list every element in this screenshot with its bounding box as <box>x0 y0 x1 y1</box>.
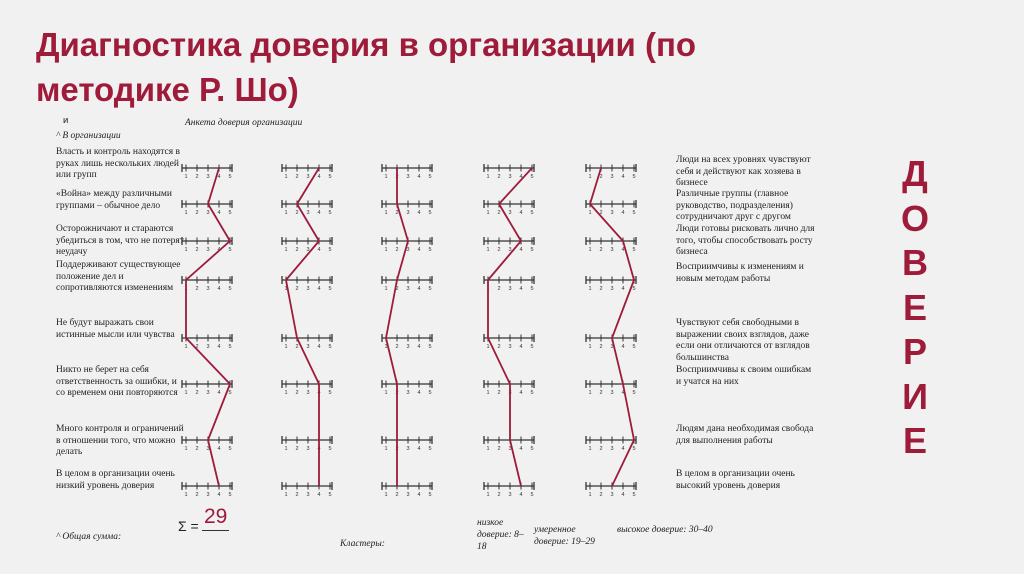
scale-tick-label: 1 <box>284 247 288 253</box>
scale-tick-label: 2 <box>195 492 199 498</box>
scale-tick-label: 3 <box>306 247 310 253</box>
scale-tick-label: 4 <box>217 390 221 396</box>
scale-tick-label: 1 <box>486 247 490 253</box>
scale-tick-label: 2 <box>599 286 603 292</box>
scale-tick-label: 2 <box>295 247 299 253</box>
scale-tick-label: 2 <box>195 174 199 180</box>
scale-tick-label: 4 <box>519 174 523 180</box>
scale-tick-label: 1 <box>184 390 188 396</box>
scale-tick-label: 2 <box>497 247 501 253</box>
scale-tick-label: 2 <box>195 344 199 350</box>
scale-tick-label: 4 <box>217 492 221 498</box>
scale-tick-label: 4 <box>519 210 523 216</box>
scale-tick-label: 4 <box>519 247 523 253</box>
scale-tick-label: 3 <box>306 492 310 498</box>
side-letter: Р <box>902 331 927 372</box>
scale-tick-label: 1 <box>486 492 490 498</box>
scale-tick-label: 1 <box>588 247 592 253</box>
scale-tick-label: 3 <box>508 286 512 292</box>
scale-tick-label: 2 <box>395 286 399 292</box>
scale-tick-label: 5 <box>228 286 232 292</box>
scale-tick-label: 5 <box>428 344 432 350</box>
scale-tick-label: 5 <box>428 174 432 180</box>
scale-tick-label: 4 <box>317 210 321 216</box>
scale-tick-label: 5 <box>530 344 534 350</box>
scale-tick-label: 5 <box>328 492 332 498</box>
scale-tick-label: 3 <box>508 446 512 452</box>
moderate-trust-cluster: умеренное доверие: 19–29 <box>534 525 595 547</box>
scale-tick-label: 3 <box>610 210 614 216</box>
scale-tick-label: 2 <box>395 247 399 253</box>
scale-tick-label: 3 <box>406 344 410 350</box>
scale-tick-label: 5 <box>530 286 534 292</box>
side-letter: Е <box>902 420 927 461</box>
left-statement: Власть и контроль находятся в руках лишь нескольких людей или групп <box>56 147 180 181</box>
scale-tick-label: 4 <box>621 247 625 253</box>
scale-tick-label: 5 <box>530 446 534 452</box>
clusters-label: Кластеры: <box>340 539 385 549</box>
scale-tick-label: 4 <box>417 446 421 452</box>
scale-tick-label: 5 <box>428 446 432 452</box>
scale-tick-label: 3 <box>206 174 210 180</box>
scale-tick-label: 1 <box>284 492 288 498</box>
scale-tick-label: 1 <box>588 390 592 396</box>
scale-tick-label: 3 <box>406 210 410 216</box>
scale-tick-label: 4 <box>317 446 321 452</box>
scale-tick-label: 4 <box>519 492 523 498</box>
scale-tick-label: 1 <box>384 247 388 253</box>
scale-tick-label: 4 <box>417 390 421 396</box>
scale-tick-label: 2 <box>295 492 299 498</box>
scale-tick-label: 5 <box>530 174 534 180</box>
scale-tick-label: 2 <box>497 174 501 180</box>
scale-tick-label: 3 <box>306 344 310 350</box>
scale-tick-label: 4 <box>621 286 625 292</box>
scale-tick-label: 1 <box>384 344 388 350</box>
questionnaire-title: Анкета доверия организации <box>185 118 303 128</box>
scale-tick-label: 5 <box>530 247 534 253</box>
scale-tick-label: 3 <box>206 344 210 350</box>
scale-tick-label: 5 <box>632 247 636 253</box>
scale-tick-label: 5 <box>328 344 332 350</box>
right-statement: Восприимчивы к изменениям и новым методам работы <box>676 262 804 284</box>
sum-sign: Σ = <box>178 518 199 534</box>
scale-tick-label: 2 <box>497 492 501 498</box>
scale-tick-label: 3 <box>406 492 410 498</box>
sum-value: 29 <box>202 505 229 531</box>
scale-tick-label: 2 <box>295 344 299 350</box>
side-letter: В <box>902 242 928 283</box>
scale-tick-label: 5 <box>428 390 432 396</box>
scale-tick-label: 5 <box>228 210 232 216</box>
scale-tick-label: 4 <box>621 446 625 452</box>
scale-tick-label: 5 <box>328 174 332 180</box>
scale-tick-label: 3 <box>406 174 410 180</box>
right-statement: Люди готовы рисковать лично для того, чтобы способствовать росту бизнеса <box>676 224 815 258</box>
scale-tick-label: 2 <box>295 390 299 396</box>
scale-tick-label: 5 <box>632 344 636 350</box>
scale-tick-label: 5 <box>632 446 636 452</box>
scale-tick-label: 3 <box>610 390 614 396</box>
scale-tick-label: 2 <box>497 286 501 292</box>
scale-tick-label: 3 <box>206 492 210 498</box>
scale-tick-label: 4 <box>621 210 625 216</box>
scale-tick-label: 5 <box>530 390 534 396</box>
org-label: ^ В организации <box>56 131 121 141</box>
scale-tick-label: 3 <box>406 446 410 452</box>
scale-tick-label: 4 <box>519 286 523 292</box>
side-letter: О <box>900 197 929 239</box>
low-trust-cluster: низкое доверие: 8–18 <box>477 518 524 552</box>
scale-tick-label: 2 <box>599 174 603 180</box>
scale-tick-label: 5 <box>228 446 232 452</box>
scale-tick-label: 5 <box>428 247 432 253</box>
scale-tick-label: 3 <box>508 210 512 216</box>
scale-tick-label: 4 <box>217 446 221 452</box>
scale-tick-label: 2 <box>599 446 603 452</box>
scale-tick-label: 2 <box>195 390 199 396</box>
scale-tick-label: 1 <box>184 286 188 292</box>
scale-tick-label: 2 <box>497 210 501 216</box>
scale-tick-label: 5 <box>632 174 636 180</box>
left-statement: Много контроля и ограничений в отношении того, что можно делать <box>56 424 184 458</box>
right-statement: Чувствуют себя свободными в выражении своих взглядов, даже если они отличаются от взглядов большинства <box>676 318 810 363</box>
scale-tick-label: 3 <box>406 247 410 253</box>
scale-tick-label: 1 <box>184 492 188 498</box>
scale-tick-label: 3 <box>306 210 310 216</box>
scale-tick-label: 5 <box>530 210 534 216</box>
scale-tick-label: 3 <box>508 174 512 180</box>
scale-tick-label: 3 <box>508 390 512 396</box>
scale-tick-label: 1 <box>284 174 288 180</box>
scale-tick-label: 4 <box>417 492 421 498</box>
scale-tick-label: 1 <box>284 390 288 396</box>
side-letter: Д <box>902 153 928 194</box>
scale-tick-label: 2 <box>295 446 299 452</box>
scale-tick-label: 5 <box>328 286 332 292</box>
scale-tick-label: 4 <box>217 344 221 350</box>
left-statement: Никто не берет на себя ответственность за ошибки, и со временем они повторяются <box>56 365 178 399</box>
side-letter: И <box>902 375 928 417</box>
scale-tick-label: 4 <box>217 210 221 216</box>
scale-tick-label: 1 <box>284 446 288 452</box>
scale-tick-label: 1 <box>184 247 188 253</box>
scale-tick-label: 1 <box>588 286 592 292</box>
scale-tick-label: 3 <box>406 286 410 292</box>
scale-tick-label: 3 <box>406 390 410 396</box>
scale-tick-label: 1 <box>384 446 388 452</box>
slide-title: Диагностика доверия в организации (по методике Р. Шо) <box>36 26 697 108</box>
left-statement: Не будут выражать свои истинные мысли или чувства <box>56 318 175 340</box>
scale-tick-label: 1 <box>486 390 490 396</box>
scale-tick-label: 5 <box>530 492 534 498</box>
scale-tick-label: 4 <box>417 247 421 253</box>
scale-tick-label: 4 <box>621 174 625 180</box>
scale-tick-label: 4 <box>217 174 221 180</box>
high-trust-cluster: высокое доверие: 30–40 <box>617 525 713 535</box>
scale-tick-label: 5 <box>228 247 232 253</box>
scale-tick-label: 2 <box>599 247 603 253</box>
scale-tick-label: 3 <box>610 247 614 253</box>
scale-tick-label: 1 <box>486 446 490 452</box>
scale-tick-label: 2 <box>395 492 399 498</box>
scale-tick-label: 4 <box>317 174 321 180</box>
scale-tick-label: 4 <box>317 286 321 292</box>
scale-tick-label: 5 <box>632 492 636 498</box>
trust-profile-line <box>286 168 319 486</box>
scale-tick-label: 4 <box>621 344 625 350</box>
total-label: ^ Общая сумма: <box>56 532 122 542</box>
left-statement: В целом в организации очень низкий уровень доверия <box>56 469 175 491</box>
scale-tick-label: 1 <box>486 174 490 180</box>
scale-tick-label: 1 <box>588 446 592 452</box>
scale-tick-label: 2 <box>497 446 501 452</box>
scale-tick-label: 5 <box>428 492 432 498</box>
scale-tick-label: 4 <box>317 492 321 498</box>
scale-tick-label: 5 <box>228 492 232 498</box>
scale-tick-label: 2 <box>395 210 399 216</box>
scale-tick-label: 1 <box>384 174 388 180</box>
scale-tick-label: 1 <box>486 286 490 292</box>
scale-tick-label: 1 <box>284 344 288 350</box>
scale-tick-label: 4 <box>621 390 625 396</box>
scale-tick-label: 3 <box>610 492 614 498</box>
left-statement: Поддерживают существующее положение дел и сопротивляются изменениям <box>56 260 181 294</box>
left-statement: «Война» между различными группами – обычное дело <box>56 189 172 211</box>
scale-tick-label: 4 <box>217 247 221 253</box>
scale-tick-label: 3 <box>206 390 210 396</box>
right-statement: Различные группы (главное руководство, подразделения) сотрудничают друг с другом <box>676 189 793 223</box>
scale-tick-label: 1 <box>184 174 188 180</box>
scale-tick-label: 3 <box>306 446 310 452</box>
scale-tick-label: 4 <box>519 390 523 396</box>
scale-tick-label: 1 <box>384 210 388 216</box>
scale-tick-label: 1 <box>588 344 592 350</box>
scale-tick-label: 4 <box>317 344 321 350</box>
scale-tick-label: 5 <box>328 446 332 452</box>
scale-tick-label: 1 <box>384 286 388 292</box>
scale-tick-label: 3 <box>610 286 614 292</box>
scale-tick-label: 2 <box>195 446 199 452</box>
scale-tick-label: 3 <box>306 390 310 396</box>
scale-tick-label: 4 <box>417 286 421 292</box>
scale-tick-label: 5 <box>632 390 636 396</box>
scale-tick-label: 4 <box>317 390 321 396</box>
header-small-letter: и <box>63 115 69 126</box>
side-letter: Е <box>902 286 927 328</box>
scale-tick-label: 3 <box>306 286 310 292</box>
scale-tick-label: 4 <box>621 492 625 498</box>
scale-tick-label: 2 <box>295 210 299 216</box>
scale-tick-label: 1 <box>384 492 388 498</box>
scale-tick-label: 5 <box>428 286 432 292</box>
scale-tick-label: 5 <box>228 174 232 180</box>
right-statement: Людям дана необходимая свобода для выполнения работы <box>676 424 814 446</box>
scale-tick-label: 3 <box>206 247 210 253</box>
scale-tick-label: 2 <box>395 344 399 350</box>
scale-tick-label: 2 <box>599 344 603 350</box>
scale-tick-label: 1 <box>384 390 388 396</box>
scale-tick-label: 2 <box>497 344 501 350</box>
right-statement: Люди на всех уровнях чувствуют себя и действуют как хозяева в бизнесе <box>676 155 811 189</box>
right-statement: Восприимчивы к своим ошибкам и учатся на них <box>676 365 812 387</box>
scale-tick-label: 5 <box>328 247 332 253</box>
scale-tick-label: 5 <box>428 210 432 216</box>
scale-tick-label: 4 <box>519 446 523 452</box>
scale-tick-label: 4 <box>417 210 421 216</box>
scale-tick-label: 2 <box>395 446 399 452</box>
scale-tick-label: 5 <box>328 390 332 396</box>
scale-tick-label: 4 <box>417 344 421 350</box>
scale-tick-label: 5 <box>228 390 232 396</box>
scale-tick-label: 1 <box>184 210 188 216</box>
scale-tick-label: 2 <box>295 174 299 180</box>
right-statement: В целом в организации очень высокий уровень доверия <box>676 469 795 491</box>
scale-tick-label: 3 <box>508 344 512 350</box>
scale-tick-label: 2 <box>395 390 399 396</box>
scale-tick-label: 1 <box>588 174 592 180</box>
scale-tick-label: 4 <box>417 174 421 180</box>
scale-tick-label: 5 <box>632 210 636 216</box>
scale-tick-label: 2 <box>497 390 501 396</box>
scale-tick-label: 3 <box>610 446 614 452</box>
scale-tick-label: 1 <box>184 344 188 350</box>
scale-tick-label: 3 <box>610 344 614 350</box>
scale-tick-label: 2 <box>195 210 199 216</box>
scale-tick-label: 5 <box>328 210 332 216</box>
scale-tick-label: 2 <box>295 286 299 292</box>
scale-tick-label: 2 <box>195 247 199 253</box>
scale-tick-label: 3 <box>206 446 210 452</box>
scale-tick-label: 2 <box>195 286 199 292</box>
scale-tick-label: 3 <box>508 492 512 498</box>
scale-tick-label: 1 <box>284 286 288 292</box>
scale-tick-label: 1 <box>284 210 288 216</box>
scale-tick-label: 1 <box>486 210 490 216</box>
scale-tick-label: 3 <box>206 210 210 216</box>
scale-tick-label: 2 <box>599 390 603 396</box>
scale-tick-label: 4 <box>519 344 523 350</box>
scale-tick-label: 4 <box>217 286 221 292</box>
scale-tick-label: 1 <box>588 210 592 216</box>
scale-tick-label: 3 <box>508 247 512 253</box>
scale-tick-label: 4 <box>317 247 321 253</box>
scale-tick-label: 1 <box>486 344 490 350</box>
scale-tick-label: 1 <box>588 492 592 498</box>
scale-tick-label: 1 <box>184 446 188 452</box>
scale-tick-label: 2 <box>599 492 603 498</box>
left-statement: Осторожничают и стараются убедиться в том, что не потерят неудачу <box>56 224 184 258</box>
scale-tick-label: 2 <box>395 174 399 180</box>
scale-tick-label: 3 <box>306 174 310 180</box>
scale-tick-label: 5 <box>228 344 232 350</box>
scale-tick-label: 3 <box>610 174 614 180</box>
scale-tick-label: 2 <box>599 210 603 216</box>
scale-tick-label: 5 <box>632 286 636 292</box>
scale-tick-label: 3 <box>206 286 210 292</box>
